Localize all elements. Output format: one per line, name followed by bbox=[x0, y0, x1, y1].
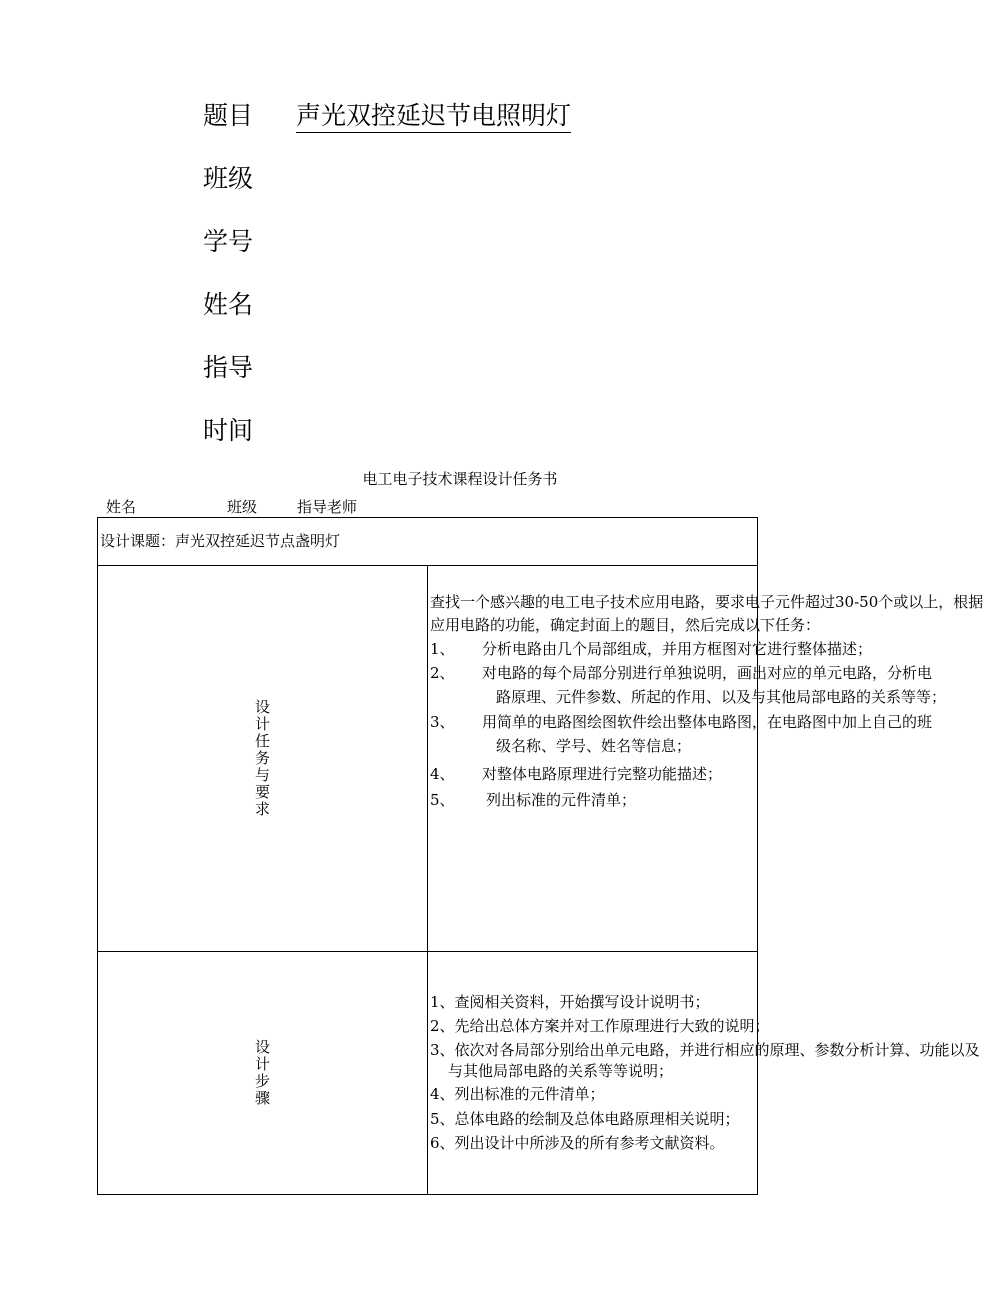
task-item: 3、 用简单的电路图绘图软件绘出整体电路图，在电路图中加上自己的班 bbox=[430, 713, 933, 731]
cover-label-name: 姓名 bbox=[203, 290, 254, 319]
step-item: 2、先给出总体方案并对工作原理进行大致的说明； bbox=[430, 1017, 770, 1035]
cover-label-class: 班级 bbox=[203, 164, 254, 193]
cover-label-time: 时间 bbox=[203, 416, 254, 445]
task-item: 2、 对电路的每个局部分别进行单独说明，画出对应的单元电路，分析电 bbox=[430, 664, 933, 682]
tasks-label: 设计任务与要求 bbox=[254, 698, 270, 818]
task-item: 1、 分析电路由几个局部组成，并用方框图对它进行整体描述； bbox=[430, 640, 873, 658]
tasks-intro-line-1: 查找一个感兴趣的电工电子技术应用电路，要求电子元件超过30-50个或以上，根据 bbox=[430, 593, 983, 611]
step-item: 1、查阅相关资料，开始撰写设计说明书； bbox=[430, 993, 710, 1011]
document-title: 电工电子技术课程设计任务书 bbox=[362, 470, 558, 488]
tasks-label-cell bbox=[98, 566, 428, 952]
info-teacher-label: 指导老师 bbox=[297, 498, 358, 516]
task-item: 4、 对整体电路原理进行完整功能描述； bbox=[430, 765, 723, 783]
tasks-content-cell bbox=[428, 566, 983, 952]
steps-label: 设计步骤 bbox=[254, 1038, 270, 1107]
steps-label-cell bbox=[98, 952, 428, 1195]
task-item-continuation: 路原理、元件参数、所起的作用、以及与其他局部电路的关系等等； bbox=[496, 688, 947, 706]
step-item: 5、总体电路的绘制及总体电路原理相关说明； bbox=[430, 1110, 740, 1128]
design-subject: 设计课题：声光双控延迟节点盏明灯 bbox=[98, 518, 758, 566]
task-item: 5、 列出标准的元件清单； bbox=[430, 791, 637, 809]
info-name-label: 姓名 bbox=[106, 498, 137, 516]
step-item-continuation: 与其他局部电路的关系等等说明； bbox=[448, 1062, 674, 1080]
tasks-intro-line-2: 应用电路的功能，确定封面上的题目，然后完成以下任务： bbox=[430, 616, 821, 634]
steps-content-cell bbox=[428, 952, 980, 1195]
task-item-continuation: 级名称、学号、姓名等信息； bbox=[496, 737, 692, 755]
info-class-label: 班级 bbox=[227, 498, 258, 516]
cover-label-title: 题目 bbox=[203, 101, 254, 130]
task-table bbox=[97, 517, 983, 1195]
step-item: 3、依次对各局部分别给出单元电路，并进行相应的原理、参数分析计算、功能以及 bbox=[430, 1041, 980, 1059]
cover-label-student-id: 学号 bbox=[203, 227, 254, 256]
cover-label-advisor: 指导 bbox=[203, 353, 254, 382]
step-item: 4、列出标准的元件清单； bbox=[430, 1085, 605, 1103]
step-item: 6、列出设计中所涉及的所有参考文献资料。 bbox=[430, 1134, 725, 1152]
cover-title-value: 声光双控延迟节电照明灯 bbox=[296, 101, 571, 133]
